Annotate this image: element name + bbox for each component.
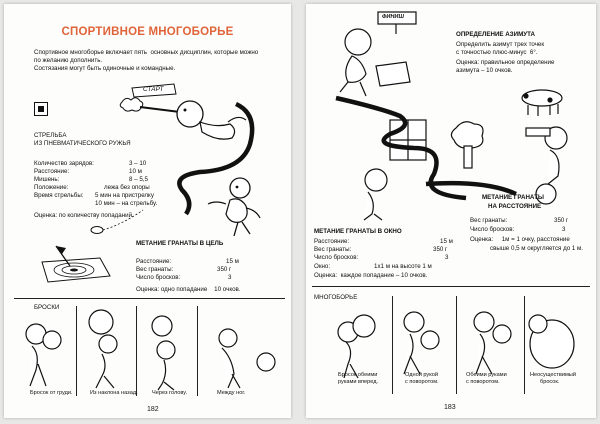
throw-caption: Бросок от груди.: [30, 390, 73, 396]
window-label: Расстояние:: [314, 238, 350, 245]
shooting-label: Положение:: [34, 184, 69, 191]
distance-heading-2: НА РАССТОЯНИЕ: [488, 203, 542, 210]
multisport-caption: с поворотом.: [405, 379, 439, 385]
grenade-label: Вес гранаты:: [136, 266, 174, 273]
window-value: 350 г: [433, 246, 448, 253]
column-divider: [76, 306, 77, 396]
grenade-value: 350 г: [217, 266, 232, 273]
azimuth-line: с точностью плюс-минус 6°.: [456, 49, 538, 56]
column-divider: [392, 296, 393, 394]
left-page: [4, 4, 291, 418]
window-value: 15 м: [440, 238, 453, 245]
column-divider: [524, 296, 525, 394]
grenade-heading: МЕТАНИЕ ГРАНАТЫ В ЦЕЛЬ: [136, 240, 224, 247]
shooting-value: 10 м: [129, 168, 142, 175]
multisport-caption: бросок.: [540, 379, 560, 385]
grenade-label: Число бросков:: [136, 274, 181, 281]
multisport-caption: Одной рукой: [405, 372, 438, 378]
window-value: 1х1 м на высоте 1 м: [374, 263, 432, 270]
distance-label: Вес гранаты:: [470, 217, 508, 224]
window-value: 3: [445, 254, 449, 261]
shooting-value: 5 мин на пристрелку: [95, 192, 154, 199]
start-label: СТАРТ: [143, 86, 164, 93]
page-number: 183: [444, 404, 456, 411]
finish-label: ФИНИШ: [382, 14, 404, 20]
shooting-heading-1: СТРЕЛЬБА: [34, 132, 67, 139]
grenade-value: 3: [228, 274, 232, 281]
multisport-caption: Неосуществимый: [530, 372, 576, 378]
throws-illustration: [4, 4, 291, 418]
grenade-scoring: Оценка: одно попадание 10 очков.: [136, 286, 241, 293]
intro-line-1: Спортивное многоборье включает пять основных дисциплин, которые можно: [34, 49, 259, 56]
azimuth-heading: ОПРЕДЕЛЕНИЕ АЗИМУТА: [456, 31, 535, 38]
window-label: Окно:: [314, 263, 331, 270]
window-scoring: Оценка: каждое попадание – 10 очков.: [314, 272, 428, 279]
shooting-scoring: Оценка: по количеству попаданий.: [34, 212, 134, 219]
grenade-label: Расстояние:: [136, 258, 172, 265]
window-label: Число бросков:: [314, 254, 359, 261]
shooting-value: 10 мин – на стрельбу.: [95, 200, 158, 207]
section-divider: [312, 286, 590, 287]
distance-label: Число бросков:: [470, 226, 515, 233]
shooting-label: Мишень:: [34, 176, 60, 183]
azimuth-line: Оценка: правильное определение: [456, 59, 555, 66]
throw-caption: Через голову.: [152, 390, 188, 396]
distance-value: 350 г: [554, 217, 569, 224]
intro-line-2: по желанию дополнить.: [34, 57, 103, 64]
distance-scoring: Оценка: 1м = 1 очку, расстояние: [470, 236, 570, 243]
distance-scoring: свыше 0,5 м округляется до 1 м.: [490, 245, 584, 252]
shooting-heading-2: ИЗ ПНЕВМАТИЧЕСКОГО РУЖЬЯ: [34, 140, 131, 147]
multisport-caption: Обеими руками: [466, 372, 507, 378]
window-heading: МЕТАНИЕ ГРАНАТЫ В ОКНО: [314, 228, 402, 235]
distance-value: 3: [562, 226, 566, 233]
azimuth-line: азимута – 10 очков.: [456, 67, 513, 74]
multisport-heading: МНОГОБОРЬЕ: [314, 294, 358, 301]
column-divider: [456, 296, 457, 394]
right-page: [306, 4, 596, 418]
throw-caption: Между ног.: [217, 390, 246, 396]
distance-heading-1: МЕТАНИЕ ГРАНАТЫ: [482, 194, 544, 201]
azimuth-line: Определить азимут трех точек: [456, 41, 545, 48]
window-label: Вес гранаты:: [314, 246, 352, 253]
shooting-value: 8 – 5,5: [129, 176, 148, 183]
shooting-label: Время стрельбы:: [34, 192, 84, 199]
multisport-caption: руками вперед.: [338, 379, 379, 385]
throws-heading: БРОСКИ: [34, 304, 60, 311]
throw-caption: Из наклона назад.: [90, 390, 138, 396]
shooting-label: Количество зарядов:: [34, 160, 95, 167]
multisport-caption: Бросок обеими: [338, 372, 378, 378]
page-title: СПОРТИВНОЕ МНОГОБОРЬЕ: [61, 26, 234, 38]
column-divider: [136, 306, 137, 396]
shooting-value: 3 – 10: [129, 160, 147, 167]
shooting-value: лежа без опоры: [104, 184, 150, 191]
intro-line-3: Состязания могут быть одиночные и командные.: [34, 65, 176, 72]
grenade-value: 15 м: [226, 258, 239, 265]
column-divider: [197, 306, 198, 396]
multisport-caption: с поворотом.: [466, 379, 500, 385]
shooting-label: Расстояние:: [34, 168, 70, 175]
page-number: 182: [147, 406, 159, 413]
